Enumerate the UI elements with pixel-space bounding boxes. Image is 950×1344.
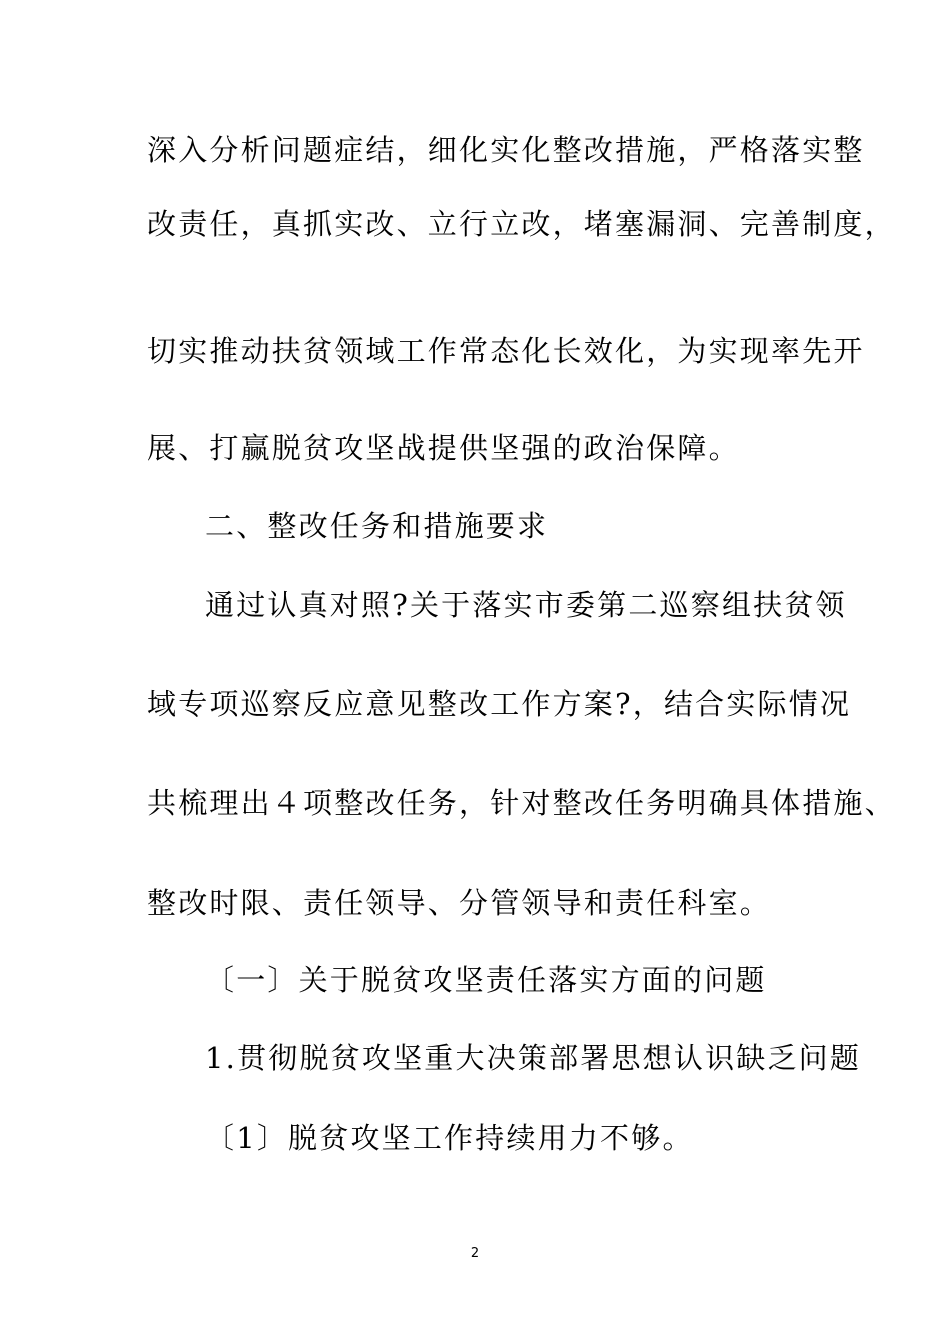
paragraph-line-6: 域专项巡察反应意见整改工作方案?，结合实际情况 [147,687,852,721]
paragraph-line-7: 共梳理出４项整改任务，针对整改任务明确具体措施、 [147,786,896,820]
paragraph-line-3: 切实推动扶贫领域工作常态化长效化，为实现率先开 [147,334,865,368]
paragraph-line-1: 深入分析问题症结，细化实化整改措施，严格落实整 [147,133,865,167]
paragraph-line-5: 通过认真对照?关于落实市委第二巡察组扶贫领 [205,588,847,622]
item-heading: 1.贯彻脱贫攻坚重大决策部署思想认识缺乏问题 [205,1041,862,1075]
paragraph-line-8: 整改时限、责任领导、分管领导和责任科室。 [147,886,772,920]
page-number: 2 [470,1246,480,1261]
sub-item-line: 〔1〕脱贫攻坚工作持续用力不够。 [205,1121,694,1155]
paragraph-line-2: 改责任，真抓实改、立行立改，堵塞漏洞、完善制度， [147,207,896,241]
subsection-heading: 〔一〕关于脱贫攻坚责任落实方面的问题 [205,963,767,997]
paragraph-line-4: 展、打赢脱贫攻坚战提供坚强的政治保障。 [147,431,740,465]
section-heading: 二、整改任务和措施要求 [205,509,549,543]
